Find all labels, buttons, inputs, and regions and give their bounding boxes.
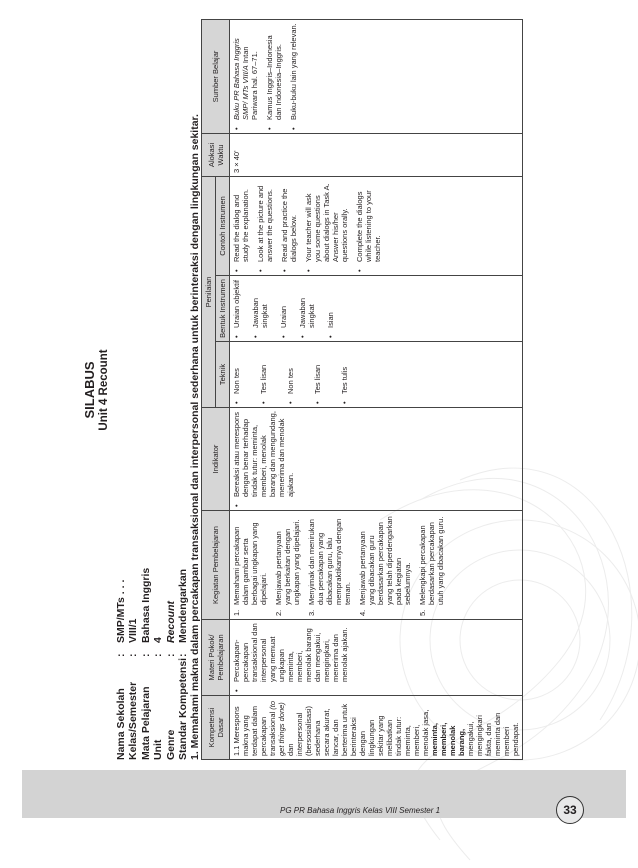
list-item: • Buku-buku lain yang relevan. xyxy=(289,23,298,130)
list-item: • Tes lisan xyxy=(313,364,322,404)
info-row-school: Nama Sekolah : SMP/MTs . . . xyxy=(115,579,127,760)
header-kompetensi: Kompetensi Dasar xyxy=(202,696,230,760)
cell-indikator xyxy=(230,408,523,511)
page-number-badge: 33 xyxy=(556,796,584,824)
cell-kegiatan xyxy=(230,511,523,620)
info-row-genre: Genre : Recount xyxy=(164,601,177,760)
list-item: • Your teacher will ask you some questions about dialogs in Task A. Answer his/her questions orally. xyxy=(304,183,349,272)
cell-teknik xyxy=(230,342,523,408)
list-item: • Buku PR Bahasa Inggris SMP/ MTs VIII/A Intan Pariwara hal. 67–71. xyxy=(232,38,259,130)
list-item: • Isian xyxy=(326,312,335,338)
list-item: 2. Menjawab pertanyaan yang berkaitan dengan ungkapan yang dipelajari. xyxy=(274,519,301,616)
cell-alokasi: 3 × 40' xyxy=(230,133,523,176)
list-item: • Look at the picture and answer the questions. xyxy=(256,185,274,272)
list-item: 3. Menyimak dan menirukan dua percakapan yang dibacakan guru, lalu mempraktikannya dengan teman. xyxy=(307,518,352,616)
info-row-subject: Mata Pelajaran : Bahasa Inggris xyxy=(139,567,152,760)
list-item: • Jawaban singkat xyxy=(298,297,316,338)
cell-materi xyxy=(230,620,523,696)
cell-bentuk xyxy=(230,276,523,342)
list-item: • Kamus Inggris–Indonesia dan Indonesia–Inggris. xyxy=(265,35,283,130)
list-item: • Read the dialog and study the explanation. xyxy=(232,189,250,272)
syllabus-table xyxy=(201,19,523,760)
info-row-standard: Standar Kompetensi : Mendengarkan xyxy=(177,568,190,760)
header-indikator: Indikator xyxy=(202,408,230,511)
list-item: • Percakapan-percakapan transaksional dan interpersonal yang memuat ungkapan meminta, memberi, menolak barang dan mengakui, mengingkari, menerima dan menolak ajakan. xyxy=(232,623,349,692)
list-item: • Bereaksi atau merespons dengan benar terhadap tindak tutur: meminta, memberi, menolak barang dan mengundang, menerima dan menolak ajakan. xyxy=(232,411,295,507)
header-info xyxy=(115,20,202,760)
list-item: • Tes lisan xyxy=(259,364,268,404)
cell-sumber xyxy=(230,19,523,133)
list-item: • Tes tulis xyxy=(340,366,349,404)
list-item: • Non tes xyxy=(232,368,241,404)
header-kegiatan: Kegiatan Pembelajaran xyxy=(202,511,230,620)
list-item: • Uraian xyxy=(279,305,288,338)
header-materi: Materi Pokok/ Pembelajaran xyxy=(202,620,230,696)
page-subtitle: Unit 4 Recount xyxy=(98,349,110,431)
list-item: 4. Menjawab pertanyaan yang dibacakan guru berdasarkan percakapan yang telah diperdengarkan pada kegiatan sebelumnya. xyxy=(358,516,412,616)
info-row-class: Kelas/Semester : VIII/1 xyxy=(127,618,140,760)
cell-contoh xyxy=(230,176,523,275)
standard-competency-line: 1. Memahami makna dalam percakapan transaksional dan interpersonal sederhana untuk berinteraksi dengan lingkungan sekitar. xyxy=(189,114,202,760)
list-item: 5. Melengkapi percakapan berdasarkan percakapan utuh yang dibacakan guru. xyxy=(418,516,445,616)
header-contoh: Contoh Instrumen xyxy=(216,176,230,275)
list-item: 1. Memahami percakapan dalam gambar serta berbagai ungkapan yang dipelajari. xyxy=(232,522,268,616)
list-item: • Non tes xyxy=(286,368,295,404)
list-item: • Jawaban singkat xyxy=(251,297,269,338)
list-item: • Read and practice the dialogs below. xyxy=(280,188,298,272)
list-item: • Complete the dialogs while listening to your teacher. xyxy=(355,190,382,272)
page-title: SILABUS xyxy=(82,361,97,419)
header-bentuk: Bentuk Instrumen xyxy=(216,276,230,342)
header-alokasi: Alokasi Waktu xyxy=(202,133,230,176)
rotated-syllabus-page xyxy=(80,20,600,760)
header-sumber: Sumber Belajar xyxy=(202,19,230,133)
list-item: • Uraian objektif xyxy=(232,280,241,338)
header-teknik: Teknik xyxy=(216,342,230,408)
header-penilaian: Penilaian xyxy=(202,176,216,407)
cell-kompetensi: 1.1 Merespons makna yang terdapat dalam percakapan transaksional (to get things done) dan interpersonal (bersosialisasi) sederhana secara akurat, lancar, dan berterima untuk berinteraksi dengan lingkungan sekitar yang melibatkan tindak tutur: meminta, memberi, menolak jasa, meminta, memberi, menolak barang, mengakui, mengingkari fakta, dan meminta dan memberi pendapat. xyxy=(230,696,523,760)
info-row-unit: Unit : 4 xyxy=(152,637,165,760)
footer-text: PG PR Bahasa Inggris Kelas VIII Semester 1 xyxy=(280,806,441,815)
